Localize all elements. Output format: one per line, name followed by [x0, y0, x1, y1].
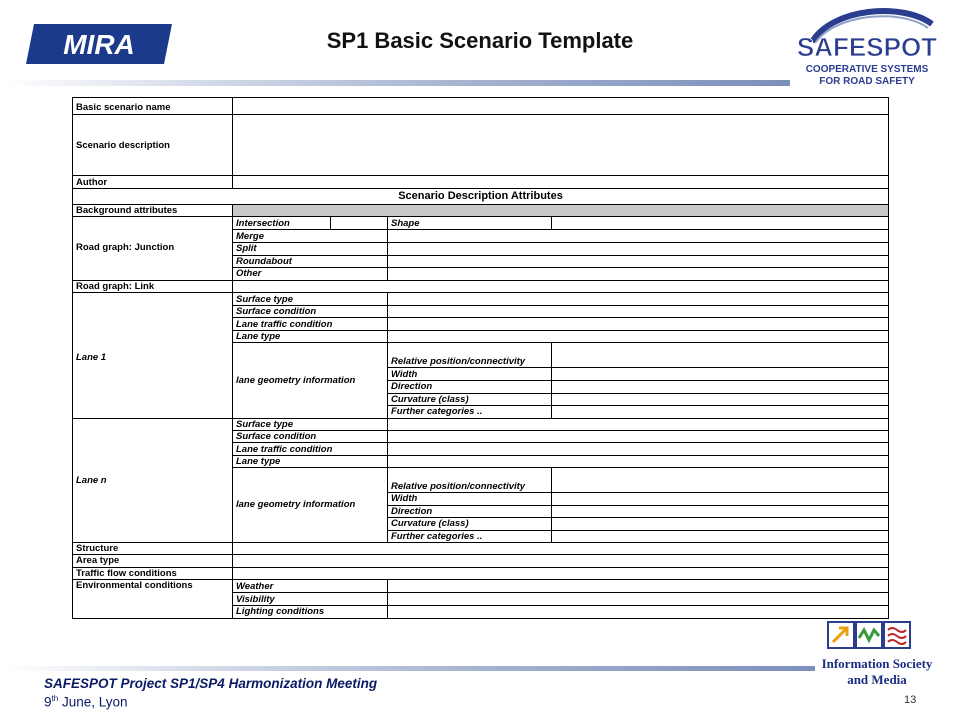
row-line: [73, 567, 888, 568]
information-society-logo-text-2: and Media: [847, 672, 907, 687]
lane-item: Lane traffic condition: [236, 444, 333, 455]
geometry-item: Width: [391, 493, 418, 504]
footer-day-suffix: th: [51, 694, 59, 703]
safespot-tagline-2: FOR ROAD SAFETY: [819, 76, 915, 87]
column-line: [551, 216, 552, 229]
lane-1-label: Lane 1: [76, 352, 107, 363]
sub-row-line: [233, 430, 888, 431]
geometry-row-line: [387, 492, 888, 493]
sub-row-line: [233, 467, 888, 468]
lane-item: Surface condition: [236, 431, 317, 442]
area-type-label: Area type: [76, 555, 120, 566]
column-line: [551, 342, 552, 418]
junction-item: Roundabout: [236, 256, 292, 267]
background-attributes-label: Background attributes: [76, 205, 178, 216]
geometry-item: Curvature (class): [391, 518, 469, 529]
page-title: SP1 Basic Scenario Template: [326, 28, 634, 53]
junction-item: Intersection: [236, 218, 290, 229]
row-line: [73, 188, 888, 189]
scenario-template-table: [72, 97, 889, 619]
lane-item: Surface type: [236, 419, 294, 430]
sub-row-line: [233, 255, 888, 256]
background-attributes-shade: [233, 204, 888, 216]
sub-row-line: [233, 305, 888, 306]
row-line: [73, 204, 888, 205]
road-graph-junction-label: Road graph: Junction: [76, 242, 175, 253]
sub-row-line: [233, 317, 888, 318]
lane-item: Lane type: [236, 331, 281, 342]
mira-logo-text: MIRA: [63, 29, 135, 60]
safespot-logo: [792, 4, 942, 94]
row-line: [73, 280, 888, 281]
row-line: [73, 579, 888, 580]
sub-row-line: [233, 592, 888, 593]
column-line: [232, 98, 233, 188]
footer-day: 9: [44, 694, 52, 710]
lane-geometry-label: lane geometry information: [236, 375, 356, 386]
structure-label: Structure: [76, 543, 119, 554]
lane-item: Lane type: [236, 456, 281, 467]
header-divider-band: [0, 80, 790, 86]
geometry-row-line: [387, 505, 888, 506]
shape-label: Shape: [391, 218, 420, 229]
row-line: [73, 216, 888, 217]
lane-item: Lane traffic condition: [236, 319, 333, 330]
footer-divider-band: [0, 666, 815, 671]
geometry-item: Direction: [391, 381, 433, 392]
page-number: 13: [904, 694, 917, 706]
information-society-logo: [812, 620, 942, 692]
row-line: [73, 542, 888, 543]
sub-row-line: [233, 267, 888, 268]
geometry-item: Relative position/connectivity: [391, 481, 526, 492]
column-line: [387, 216, 388, 280]
row-line: [73, 114, 888, 115]
column-line: [387, 292, 388, 542]
sub-row-line: [233, 242, 888, 243]
env-item: Weather: [236, 581, 274, 592]
geometry-item: Width: [391, 369, 418, 380]
lane-n-label: Lane n: [76, 475, 107, 486]
lane-geometry-label: lane geometry information: [236, 499, 356, 510]
geometry-item: Further categories ..: [391, 406, 483, 417]
geometry-row-line: [387, 367, 888, 368]
footer-date: [44, 694, 128, 710]
sub-row-line: [233, 229, 888, 230]
row-line: [73, 554, 888, 555]
geometry-item: Further categories ..: [391, 531, 483, 542]
column-line: [330, 216, 331, 229]
geometry-item: Relative position/connectivity: [391, 356, 526, 367]
lane-item: Surface condition: [236, 306, 317, 317]
env-item: Visibility: [236, 594, 275, 605]
author-label: Author: [76, 177, 108, 188]
row-line: [73, 418, 888, 419]
geometry-row-line: [387, 380, 888, 381]
safespot-tagline-1: COOPERATIVE SYSTEMS: [805, 64, 929, 75]
sub-row-line: [233, 442, 888, 443]
junction-item: Other: [236, 268, 262, 279]
junction-item: Merge: [236, 231, 264, 242]
footer-meeting-title: SAFESPOT Project SP1/SP4 Harmonization Meeting: [44, 676, 378, 691]
basic-scenario-name-label: Basic scenario name: [76, 102, 171, 113]
traffic-flow-conditions-label: Traffic flow conditions: [76, 568, 177, 579]
lane-item: Surface type: [236, 294, 294, 305]
geometry-item: Direction: [391, 506, 433, 517]
column-line: [387, 579, 388, 618]
road-graph-link-label: Road graph: Link: [76, 281, 155, 292]
geometry-item: Curvature (class): [391, 394, 469, 405]
safespot-logo-text: SAFESPOT: [796, 32, 938, 62]
sub-row-line: [233, 342, 888, 343]
sub-row-line: [233, 455, 888, 456]
junction-item: Split: [236, 243, 257, 254]
footer-date-rest: June, Lyon: [58, 694, 128, 710]
section-header: Scenario Description Attributes: [398, 190, 563, 202]
column-line: [232, 204, 233, 618]
information-society-logo-text-1: Information Society: [821, 656, 933, 671]
env-item: Lighting conditions: [236, 606, 325, 617]
sub-row-line: [233, 605, 888, 606]
sub-row-line: [233, 330, 888, 331]
row-line: [73, 175, 888, 176]
scenario-description-label: Scenario description: [76, 140, 170, 151]
column-line: [551, 467, 552, 542]
row-line: [73, 292, 888, 293]
environmental-conditions-label: Environmental conditions: [76, 580, 193, 591]
